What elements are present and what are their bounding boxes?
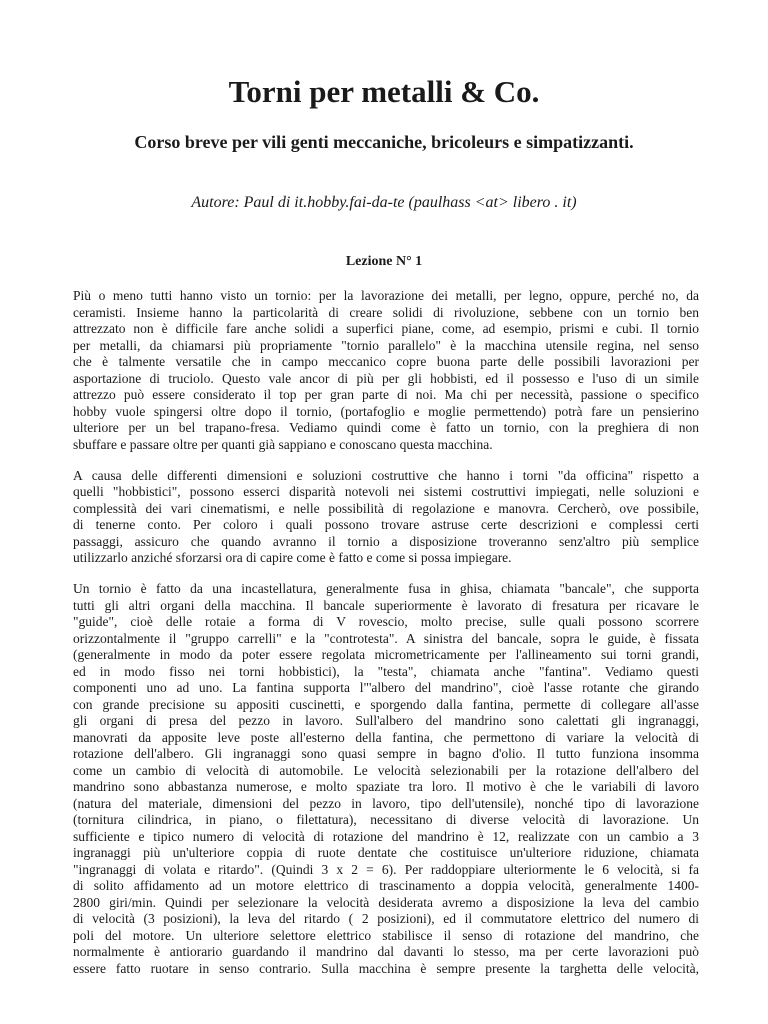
text-line: hobby vuole spingersi oltre dopo il tornio, (portafoglio e moglie permettendo) potrà fare un pensierino — [73, 403, 699, 419]
text-line: come un cambio di velocità di automobile. Le velocità selezionabili per la rotazione dell'albero del — [73, 762, 699, 778]
text-line: gli organi di presa del pezzo in lavoro. Sull'albero del mandrino sono calettati gli ingranaggi, — [73, 713, 699, 728]
text-line: 2800 giri/min. Quindi per selezionare la velocità desiderata avremo a disposizione la leva del cambio — [73, 894, 699, 910]
text-line: utilizzarlo anziché sforzarsi ora di capire come è fatto e come si possa impiegare. — [73, 550, 512, 565]
text-line: poli del motore. Un ulteriore selettore elettrico stabilisce il senso di rotazione del mandrino, che — [73, 927, 699, 943]
text-line: attrezzo può essere considerato il top per gran parte di noi. Ma chi per necessità, passione o specifico — [73, 387, 699, 402]
text-line: sufficiente e tipico numero di velocità di rotazione del mandrino è 12, realizzate con un cambio a 3 — [73, 828, 699, 844]
text-line: quelli "hobbistici", possono esserci disparità notevoli nei sistemi costruttivi impiegati, nelle soluzioni e — [73, 484, 699, 499]
text-line: mandrino sono abbastanza numerose, e molto spaziate tra loro. Il motivo è che le variabili di lavoro — [73, 779, 699, 794]
text-line: orizzontalmente il "gruppo carrelli" e la "controtesta". A sinistra del bancale, sopra le guide, è fissata — [73, 630, 699, 646]
text-line: (generalmente in modo da poter essere regolata micrometricamente per l'allineamento sui torni grandi, — [73, 647, 699, 662]
paragraph — [73, 581, 699, 977]
text-line: Più o meno tutti hanno visto un tornio: per la lavorazione dei metalli, per legno, oppure, perché no, da — [73, 288, 699, 303]
author-line: Autore: Paul di it.hobby.fai-da-te (paulhass <at> libero . it) — [191, 194, 577, 211]
text-line: (tornitura cilindrica, in piano, o filettatura), necessitano di diverse velocità di lavorazione. Un — [73, 812, 699, 827]
text-line: passaggi, assicuro che quando avranno il tornio a disposizione troveranno senz'altro più semplice — [73, 533, 699, 549]
paragraph — [73, 288, 699, 453]
document-subtitle: Corso breve per vili genti meccaniche, bricoleurs e simpatizzanti. — [134, 132, 634, 152]
text-line: di tenerne conto. Per coloro i quali possono trovare astruse certe descrizioni e complessi certi — [73, 517, 699, 532]
text-line: asportazione di truciolo. Questo vale ancor di più per gli hobbisti, ed il possesso e l'uso di un simile — [73, 370, 699, 386]
text-line: essere fatto ruotare in senso contrario. Sulla macchina è sempre presente la targhetta delle velocità, — [73, 960, 699, 976]
text-line: che è talmente versatile che in campo meccanico copre buona parte delle possibili lavorazioni per — [73, 354, 699, 369]
text-line: ed in modo fisso nei torni hobbistici), la "testa", chiamata anche "fantina". Vediamo questi — [73, 663, 699, 679]
text-line: "ingranaggi di volata e ritardo". (Quindi 3 x 2 = 6). Per raddoppiare ulteriormente le 6 velocità, si fa — [73, 861, 699, 877]
body-text — [73, 288, 699, 992]
text-line: sbuffare e passare oltre per quanti già sappiano e conoscano questa macchina. — [73, 436, 493, 452]
text-line: manovrati da apposite leve poste all'esterno della fantina, che permettono di variare la velocità di — [73, 729, 699, 745]
text-line: componenti uno ad uno. La fantina supporta l"'albero del mandrino", cioè l'asse rotante che girando — [73, 680, 699, 695]
paragraph — [73, 468, 699, 567]
document-title: Torni per metalli & Co. — [228, 74, 540, 109]
text-line: "guide", cioè delle rotaie a forma di V rovescio, molto precise, sulle quali possono scorrere — [73, 614, 699, 629]
lesson-heading: Lezione N° 1 — [345, 254, 423, 269]
text-line: di velocità (3 posizioni), la leva del ritardo ( 2 posizioni), ed il commutatore elettrico del numero di — [73, 911, 699, 926]
text-line: attrezzato non è difficile fare anche solidi a superfici piane, come, ad esempio, prismi e cubi. Il tornio — [73, 321, 699, 336]
text-line: di solito affidamento ad un motore elettrico di trascinamento a doppia velocità, generalmente 1400- — [73, 878, 699, 893]
text-line: rotazione dell'albero. Gli ingranaggi sono quasi sempre in bagno d'olio. Il tutto funziona insomma — [73, 746, 699, 761]
text-line: A causa delle differenti dimensioni e soluzioni costruttive che hanno i torni "da officina" rispetto a — [73, 467, 699, 483]
text-line: normalmente è antiorario guardando il mandrino dal davanti lo stesso, ma per certe lavorazioni può — [73, 944, 699, 959]
text-line: Un tornio è fatto da una incastellatura, generalmente fusa in ghisa, chiamata "bancale", che supporta — [73, 581, 699, 596]
text-line: complessità dei vari cinematismi, e nelle possibilità di regolazione e manovra. Cercherò, ove possibile, — [73, 500, 699, 516]
text-line: ulteriore per un bel trapano-fresa. Vediamo quindi come è fatto un tornio, con la preghiera di non — [73, 420, 699, 435]
text-line: per metalli, da chiamarsi più propriamente "tornio parallelo" è la macchina utensile regina, nel senso — [73, 337, 699, 353]
text-line: con grande precisione su appositi cuscinetti, e sporgendo dalla fantina, permette di collegare all'asse — [73, 696, 699, 712]
text-line: (natura del materiale, dimensioni del pezzo in lavoro, tipo dell'utensile), nonché tipo di lavorazione — [73, 795, 699, 811]
text-line: ceramisti. Insieme hanno la particolarità di creare solidi di rivoluzione, sebbene con un tornio ben — [73, 304, 699, 320]
text-line: tutti gli altri organi della macchina. Il bancale superiormente è lavorato di fresatura per ricavare le — [73, 597, 699, 613]
text-line: ingranaggi più un'ulteriore coppia di ruote dentate che costituisce un'ulteriore riduzione, chiamata — [73, 845, 699, 860]
